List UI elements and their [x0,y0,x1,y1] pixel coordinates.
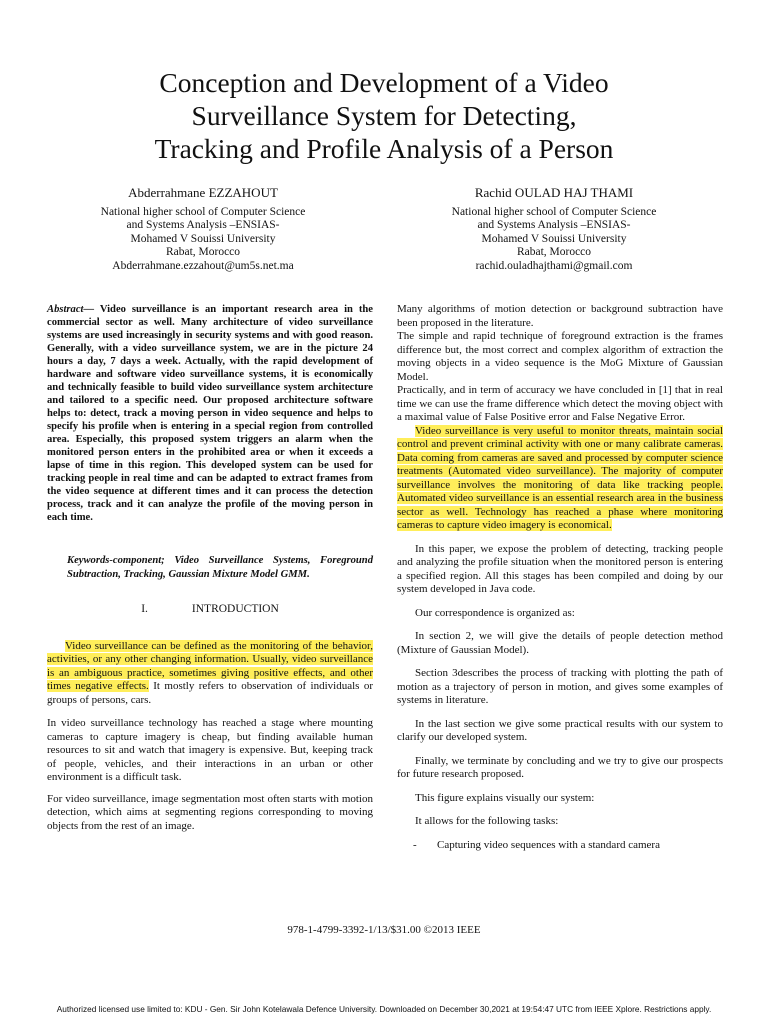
highlighted-text: Video surveillance can be defined as the monitoring of the behavior, activities, or any other changing information. Usually, video surveillance is an ambiguous practice, sometimes giving positive effects, and other times negative effects. [47,639,373,692]
author-name: Rachid OULAD HAJ THAMI [474,185,634,200]
author-affiliation [404,206,704,274]
right-paragraph-4: In this paper, we expose the problem of detecting, tracking people and analyzing the profile situation when the monitored person is entering a specified region. All this stages has been compiled and doing by our system developed in Java code. [397,542,723,595]
abstract [47,303,373,524]
right-paragraph-3: Practically, and in term of accuracy we have concluded in [1] that in real time we can use the frame difference which detect the moving object with a maximal value of False Positive error and False Negative Error. [397,384,723,423]
affiliation-line: and Systems Analysis –ENSIAS- [126,219,280,232]
affiliation-line: Mohamed V Souissi University [130,232,276,245]
intro-paragraph-3: For video surveillance, image segmentation most often starts with motion detection, which aims at segmenting regions corresponding to moving objects from the rest of an image. [47,792,373,832]
abstract-label: Abstract— [47,304,95,315]
keywords: Keywords-component; Video Surveillance Systems, Foreground Subtraction, Tracking, Gaussian Mixture Model GMM. [67,555,373,580]
right-paragraph-6: In section 2, we will give the details of people detection method (Mixture of Gaussian Model). [397,630,723,656]
affiliation-line: Rabat, Morocco [165,246,241,259]
left-column [47,303,373,833]
right-paragraph-9: Finally, we terminate by concluding and we try to give our prospects for future research proposed. [397,754,723,780]
bullet-mark: - [413,838,417,851]
right-paragraph-5: Our correspondence is organized as: [415,606,575,619]
affiliation-line: and Systems Analysis –ENSIAS- [477,219,631,232]
intro-paragraph-1 [47,640,373,708]
author-block-1 [53,186,353,274]
affiliation-line: Mohamed V Souissi University [481,232,627,245]
license-notice: Authorized licensed use limited to: KDU - Gen. Sir John Kotelawala Defence University. Downloaded on December 30,2021 at 19:54:47 UTC from IEEE Xplore. Restrictions apply. [56,1004,712,1014]
author-email: Abderrahmane.ezzahout@um5s.net.ma [112,259,294,272]
highlighted-text: Video surveillance is very useful to monitor threats, maintain social control and prevent criminal activity with one or many calibrate cameras. Data coming from cameras are saved and processed by computer science treatments (Automated video surveillance). The majority of computer surveillance involves the monitoring of data like tracking people. Automated video surveillance is an essential research area in the business sector as well. Technology has reached a phase where monitoring cameras to capture video imagery is economical. [397,424,723,531]
right-column [397,303,723,852]
right-highlight-paragraph [397,425,723,533]
affiliation-line: Rabat, Morocco [516,246,592,259]
section-heading [47,603,373,617]
author-block-2 [404,186,704,274]
right-paragraph-2: The simple and rapid technique of foreground extraction is the frames difference but, the most correct and complex algorithm of extraction the moving objects in a video sequence is the MoG Mixture of Gaussian Model. [397,330,723,383]
affiliation-line: National higher school of Computer Science [451,205,657,218]
intro-paragraph-2: In video surveillance technology has reached a stage where mounting cameras to capture imagery is cheap, but finding available human resources to sit and watch that imagery is expensive. But, keeping track of people, vehicles, and their interactions in an urban or other environment is a difficult task. [47,717,373,783]
author-email: rachid.ouladhajthami@gmail.com [475,259,633,272]
paragraph-text: It mostly refers to observation of individuals or groups of persons, cars. [47,680,374,706]
title-line: Surveillance System for Detecting, [191,100,577,131]
author-affiliation [53,206,353,274]
right-paragraph-11: It allows for the following tasks: [415,815,559,827]
section-number: I. [141,603,148,615]
copyright-notice: 978-1-4799-3392-1/13/$31.00 ©2013 IEEE [287,924,481,936]
author-name: Abderrahmane EZZAHOUT [128,185,278,200]
right-paragraph-7: Section 3describes the process of tracking with plotting the path of motion as a trajectory of person in motion, and gives some examples of systems in literature. [397,667,723,706]
abstract-text: Video surveillance is an important research area in the commercial sector as well. Many architecture of video surveillance systems are used increasingly in security systems and with good reason. Generally, with a video surveillance system, we are in the picture 24 hours a day, 7 days a week. Actually, with the rapid development of hardware and software video surveillance systems, it is economically and technically feasible to build video surveillance system architecture and tailored to a specific need. Our proposed architecture software helps to: detect, track a moving person in video sequence and helps to specify his profile when is entering in a special region from controlled area. Especially, this proposed system triggers an alarm when the monitored person enters in the prohibited area or when it exceeds a lapse of time in this region. This developed system can be used for tracking people in real time and can be adapted to extract frames from the video sequence at different times and it can process the detection process, track and it can analyze the profile of the moving person in each time. [47,304,373,523]
right-paragraph-1: Many algorithms of motion detection or background subtraction have been proposed in the literature. [397,303,723,329]
title-line: Tracking and Profile Analysis of a Person [154,133,614,164]
list-item [397,839,723,853]
right-paragraph-10: This figure explains visually our system: [415,791,595,804]
list-item-text: Capturing video sequences with a standard camera [437,838,660,851]
right-paragraph-8: In the last section we give some practical results with our system to clarify our developed system. [397,717,723,743]
section-title: INTRODUCTION [191,603,279,615]
paper-title [60,66,708,165]
title-line: Conception and Development of a Video [159,67,609,98]
affiliation-line: National higher school of Computer Science [100,205,306,218]
